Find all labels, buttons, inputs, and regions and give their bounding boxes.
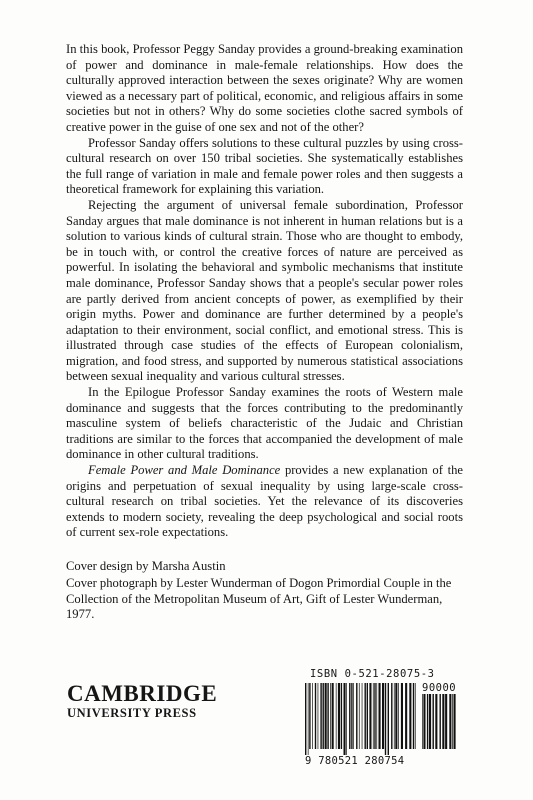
- isbn-label: ISBN 0-521-28075-3: [310, 668, 435, 680]
- blurb-paragraph-3: Rejecting the argument of universal female subordination, Professor Sanday argues that male dominance is not inherent in human relations but is a solution to various kinds of cultural strain. Those who are thought to embody, be in touch with, or control the creative forces of nature are perceived as powerful. In isolating the behavioral and symbolic mechanisms that institute male dominance, Professor Sanday shows that a people's secular power roles are partly derived from ancient concepts of power, as exemplified by their origin myths. Power and dominance are further determined by a people's adaptation to their environment, social conflict, and emotional stress. This is illustrated through case studies of the effects of European colonialism, migration, and food stress, and supported by numerous statistical associations between sexual inequality and various cultural stresses.: [66, 197, 463, 384]
- publisher-logo: [67, 683, 227, 721]
- blurb-text: [66, 42, 463, 541]
- blurb-paragraph-4: In the Epilogue Professor Sanday examines the roots of Western male dominance and suggests that the forces contributing to the predominantly masculine system of beliefs characteristic of the Judaic and Christian traditions are similar to the forces that accompanied the development of male dominance in other cultural traditions.: [66, 385, 463, 462]
- ean-barcode: [305, 683, 417, 755]
- blurb-paragraph-5: [66, 463, 463, 541]
- blurb-paragraph-1: In this book, Professor Peggy Sanday provides a ground-breaking examination of power and dominance in male-female relationships. How does the culturally approved interaction between the sexes originate? Why are women viewed as a necessary part of political, economic, and religious affairs in some societies but not in others? Why do some societies clothe sacred symbols of creative power in the guise of one sex and not of the other?: [66, 42, 463, 134]
- publisher-name: CAMBRIDGE: [67, 681, 218, 706]
- credits: [66, 559, 466, 623]
- price-addon-digits: 90000: [422, 682, 457, 694]
- blurb-paragraph-5-rest: provides a new explanation of the origins and perpetuation of sexual inequality by using large-scale cross-cultural research on tribal societies. Yet the relevance of its discoveries extends to modern society, revealing the deep psychological and social roots of current sex-role expectations.: [66, 463, 463, 540]
- cover-design-credit: Cover design by Marsha Austin: [66, 559, 226, 573]
- barcode-block: [305, 668, 505, 768]
- ean-digits: 9 780521 280754: [305, 755, 405, 767]
- cover-photo-credit: Cover photograph by Lester Wunderman of Dogon Primordial Couple in the Collection of the Metropolitan Museum of Art, Gift of Lester Wunderman, 1977.: [66, 576, 452, 622]
- blurb-paragraph-2: Professor Sanday offers solutions to these cultural puzzles by using cross-cultural research on over 150 tribal societies. She systematically establishes the full range of variation in male and female power roles and then suggests a theoretical framework for explaining this variation.: [66, 135, 463, 197]
- publisher-press: UNIVERSITY PRESS: [67, 706, 197, 720]
- book-title-italic: Female Power and Male Dominance: [88, 463, 281, 478]
- addon-barcode: [422, 694, 456, 755]
